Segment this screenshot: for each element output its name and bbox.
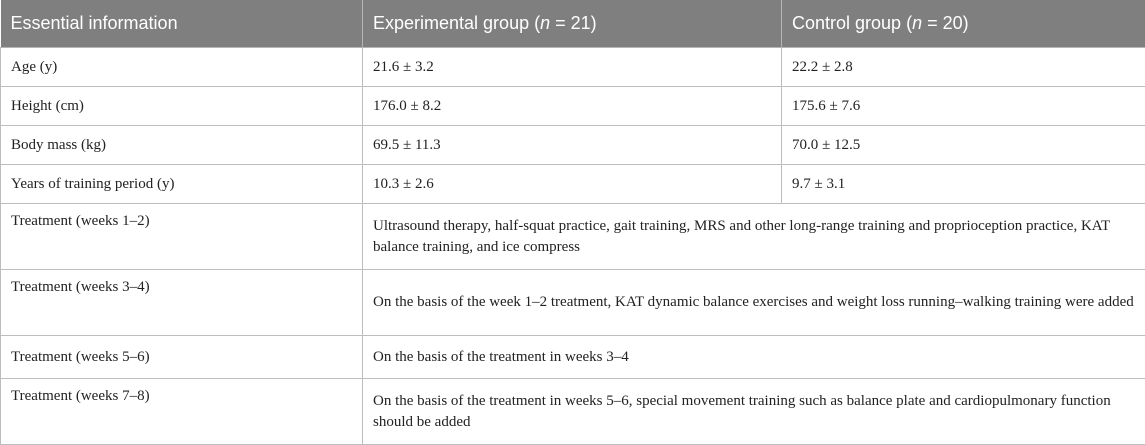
row-label: Treatment (weeks 3–4)	[1, 270, 363, 336]
treatment-description: On the basis of the treatment in weeks 5–6, special movement training such as balance plate and cardiopulmonary function should be added	[363, 379, 1145, 445]
control-value: 175.6 ± 7.6	[782, 87, 1145, 126]
header-label: Essential information	[11, 13, 178, 33]
header-label: Control group (	[792, 13, 912, 33]
header-n-symbol: n	[540, 13, 550, 33]
experimental-value: 69.5 ± 11.3	[363, 126, 782, 165]
header-n-symbol: n	[912, 13, 922, 33]
experimental-value: 10.3 ± 2.6	[363, 165, 782, 204]
row-label: Treatment (weeks 1–2)	[1, 204, 363, 270]
row-label: Treatment (weeks 7–8)	[1, 379, 363, 445]
treatment-description: On the basis of the treatment in weeks 3–4	[363, 336, 1145, 379]
header-label: = 21)	[550, 13, 597, 33]
control-value: 9.7 ± 3.1	[782, 165, 1145, 204]
header-experimental-group	[363, 0, 782, 48]
row-label: Age (y)	[1, 48, 363, 87]
control-value: 22.2 ± 2.8	[782, 48, 1145, 87]
treatment-description: On the basis of the week 1–2 treatment, KAT dynamic balance exercises and weight loss running–walking training were added	[363, 270, 1145, 336]
header-label: Experimental group (	[373, 13, 540, 33]
table-row	[1, 87, 1145, 126]
table-row	[1, 270, 1145, 336]
table-row	[1, 126, 1145, 165]
row-label: Treatment (weeks 5–6)	[1, 336, 363, 379]
header-control-group	[782, 0, 1145, 48]
table-row	[1, 336, 1145, 379]
experimental-value: 21.6 ± 3.2	[363, 48, 782, 87]
control-value: 70.0 ± 12.5	[782, 126, 1145, 165]
table-row	[1, 204, 1145, 270]
header-label: = 20)	[922, 13, 969, 33]
table-header-row	[1, 0, 1145, 48]
row-label: Height (cm)	[1, 87, 363, 126]
row-label: Body mass (kg)	[1, 126, 363, 165]
table-row	[1, 48, 1145, 87]
row-label: Years of training period (y)	[1, 165, 363, 204]
header-essential-information	[1, 0, 363, 48]
table-row	[1, 165, 1145, 204]
treatment-description: Ultrasound therapy, half-squat practice, gait training, MRS and other long-range training and proprioception practice, KAT balance training, and ice compress	[363, 204, 1145, 270]
table-row	[1, 379, 1145, 445]
experimental-value: 176.0 ± 8.2	[363, 87, 782, 126]
